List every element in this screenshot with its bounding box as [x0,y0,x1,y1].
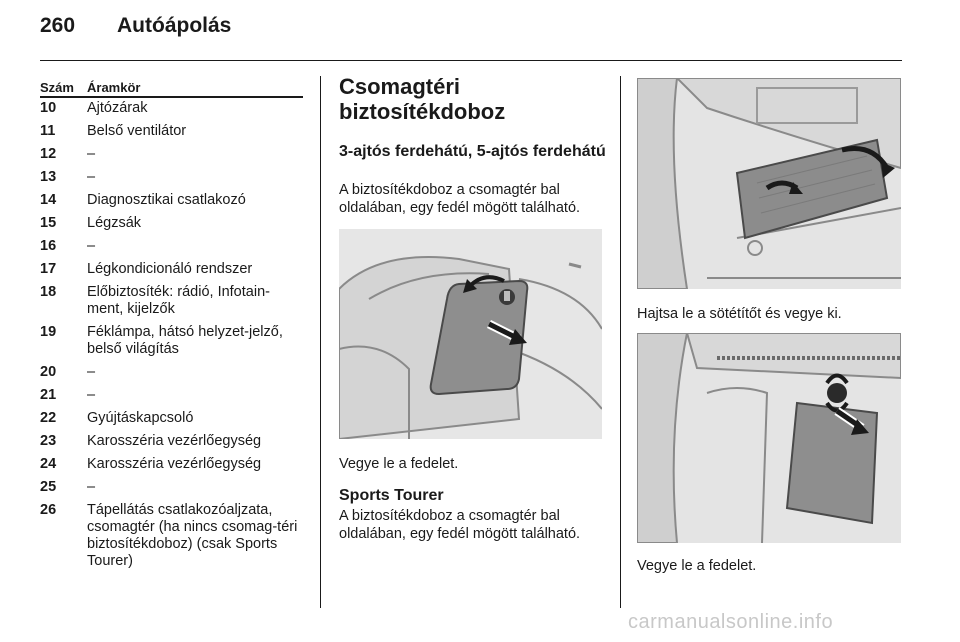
column-header-circuit: Áramkör [87,80,141,95]
fuse-number: 10 [40,100,57,116]
paragraph: A biztosítékdoboz a csomagtér bal oldalában, egy fedél mögött található. [339,508,581,542]
fuse-number: 22 [40,410,57,426]
circuit-name: Belső ventilátor [87,123,187,139]
circuit-name: Légkondicionáló rendszer [87,261,253,277]
header-rule [40,60,902,61]
page-number: 260 [40,14,76,37]
fuse-number: 25 [40,479,57,495]
fuse-number: 21 [40,387,57,403]
circuit-name: Gyújtáskapcsoló [87,410,194,426]
subsection-title: 3-ajtós ferdehátú, 5-ajtós ferdehátú [339,143,606,160]
fuse-number: 11 [40,123,56,139]
circuit-name: Előbiztosíték: rádió, Infotain-ment, kijelzők [87,284,270,317]
trunk-figure-sports-tourer-cover [637,333,901,543]
circuit-name: – [87,364,96,380]
trunk-figure-hatchback [339,229,602,439]
fuse-number: 16 [40,238,57,254]
circuit-name: Ajtózárak [87,100,148,116]
circuit-name: – [87,387,96,403]
trunk-figure-sports-tourer-trim [637,78,901,289]
fuse-number: 15 [40,215,57,231]
circuit-name: Karosszéria vezérlőegység [87,433,262,449]
column-divider [620,76,621,608]
circuit-name: Karosszéria vezérlőegység [87,456,262,472]
fuse-number: 23 [40,433,57,449]
fuse-number: 14 [40,192,57,208]
section-title: Csomagtéri biztosítékdoboz [339,74,506,124]
table-header [40,78,303,98]
fuse-number: 19 [40,324,57,340]
fuse-number: 24 [40,456,57,472]
figure-caption: Vegye le a fedelet. [637,558,757,574]
fuse-number: 26 [40,502,57,518]
circuit-name: Diagnosztikai csatlakozó [87,192,246,208]
circuit-name: – [87,238,96,254]
circuit-name: – [87,169,96,185]
circuit-name: Tápellátás csatlakozóaljzata, csomagtér (ha nincs csomag-téri biztosítékdoboz) (csak Sports Tourer) [87,502,298,569]
fuse-number: 13 [40,169,57,185]
figure-caption: Hajtsa le a sötétítőt és vegye ki. [637,306,842,322]
figure-caption: Vegye le a fedelet. [339,456,459,472]
subsection-title: Sports Tourer [339,487,444,504]
paragraph: A biztosítékdoboz a csomagtér bal oldalában, egy fedél mögött található. [339,182,581,216]
fuse-number: 20 [40,364,57,380]
circuit-name: Légzsák [87,215,142,231]
circuit-name: – [87,479,96,495]
column-divider [320,76,321,608]
fuse-table [40,78,303,569]
watermark: carmanualsonline.info [628,611,834,633]
page-title: Autóápolás [117,14,232,37]
column-header-number: Szám [40,80,74,95]
fuse-number: 17 [40,261,57,277]
fuse-number: 18 [40,284,57,300]
fuse-number: 12 [40,146,57,162]
circuit-name: – [87,146,96,162]
circuit-name: Féklámpa, hátsó helyzet-jelző, belső világítás [87,324,283,357]
